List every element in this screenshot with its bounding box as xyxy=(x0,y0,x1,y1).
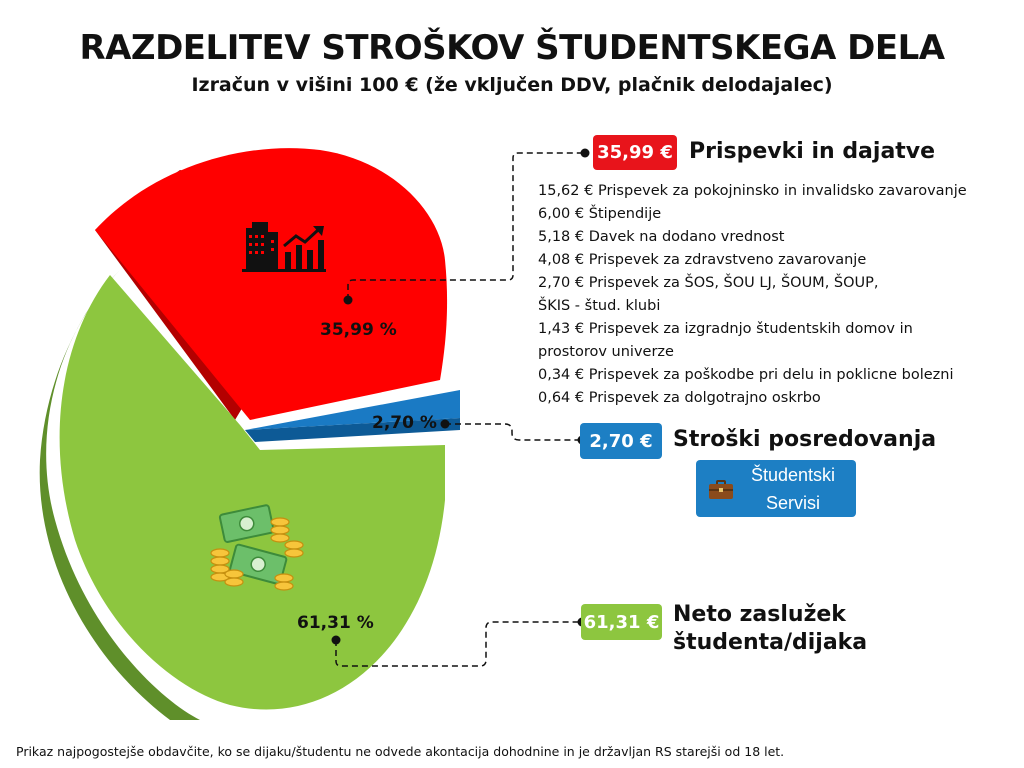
footnote: Prikaz najpogostejše obdavčite, ko se dijaku/študentu ne odvede akontacija dohodnine in je državljan RS starejši od 18 let. xyxy=(16,744,785,759)
title-mediation: Stroški posredovanja xyxy=(673,427,937,452)
pct-label-net: 61,31 % xyxy=(297,613,374,633)
detail-line: ŠKIS - štud. klubi xyxy=(538,298,661,314)
title-contributions: Prispevki in dajatve xyxy=(689,139,936,164)
title-net xyxy=(673,601,867,657)
dot xyxy=(344,296,353,305)
briefcase-icon xyxy=(708,480,734,498)
pct-label-mediation: 2,70 % xyxy=(372,413,437,433)
detail-line: 0,64 € Prispevek za dolgotrajno oskrbo xyxy=(538,390,821,406)
button-line-1: Študentski xyxy=(750,464,836,485)
detail-line: 4,08 € Prispevek za zdravstveno zavarovanje xyxy=(538,252,867,268)
detail-line: 5,18 € Davek na dodano vrednost xyxy=(538,229,785,245)
detail-line: 15,62 € Prispevek za pokojninsko in invalidsko zavarovanje xyxy=(538,183,967,199)
pct-label-contributions: 35,99 % xyxy=(320,320,397,340)
dot xyxy=(581,149,590,158)
badge-net: 61,31 € xyxy=(581,604,662,640)
detail-line: prostorov univerze xyxy=(538,344,674,360)
badge-contributions: 35,99 € xyxy=(593,135,677,170)
contributions-details xyxy=(538,180,1008,410)
dot xyxy=(332,636,341,645)
button-line-2: Servisi xyxy=(765,492,820,513)
badge-mediation: 2,70 € xyxy=(580,423,662,459)
dot xyxy=(441,420,450,429)
detail-line: 6,00 € Štipendije xyxy=(538,206,662,222)
connector-mediation xyxy=(445,424,582,440)
title-net-line-1: Neto zaslužek xyxy=(673,602,846,627)
page-subtitle: Izračun v višini 100 € (že vključen DDV, plačnik delodajalec) xyxy=(191,74,833,96)
page-title: RAZDELITEV STROŠKOV ŠTUDENTSKEGA DELA xyxy=(79,28,945,68)
title-net-line-2: študenta/dijaka xyxy=(673,630,868,655)
studentski-servisi-button[interactable] xyxy=(696,460,856,517)
detail-line: 0,34 € Prispevek za poškodbe pri delu in poklicne bolezni xyxy=(538,367,954,383)
detail-line: 1,43 € Prispevek za izgradnjo študentskih domov in xyxy=(538,321,913,337)
detail-line: 2,70 € Prispevek za ŠOS, ŠOU LJ, ŠOUM, ŠOUP, xyxy=(538,275,879,291)
